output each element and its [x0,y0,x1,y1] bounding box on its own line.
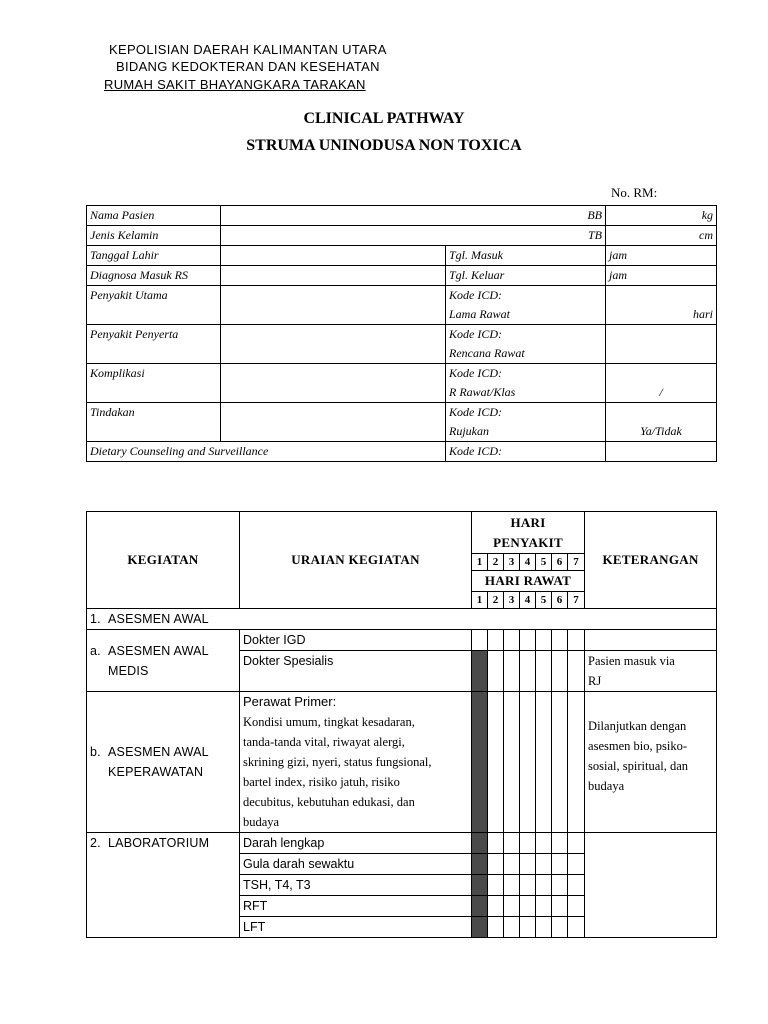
label-rencana-rawat: Rencana Rawat [446,344,606,364]
day-cell[interactable] [552,833,568,854]
day-cell[interactable] [536,875,552,896]
label-kode-icd-komplikasi: Kode ICD: [446,364,606,384]
hari-rawat-day-6: 6 [552,592,568,609]
day-cell[interactable] [536,917,552,938]
day-cell[interactable] [488,651,504,692]
day-cell[interactable] [552,875,568,896]
col-keterangan: KETERANGAN [585,512,717,609]
keterangan-laboratorium [585,833,717,938]
day-cell[interactable] [552,854,568,875]
unit-cm: cm [606,226,717,246]
day-cell[interactable] [520,917,536,938]
day-cell[interactable] [504,630,520,651]
value-slash: / [606,383,717,403]
day-cell[interactable] [504,651,520,692]
day-cell[interactable] [488,854,504,875]
day-cell[interactable] [488,833,504,854]
unit-kg: kg [606,206,717,226]
value-ya-tidak: Ya/Tidak [606,422,717,442]
day-cell[interactable] [536,896,552,917]
label-jenis-kelamin: Jenis Kelamin [87,226,221,246]
uraian-lab-gula-darah: Gula darah sewaktu [240,854,472,875]
uraian-dokter-igd: Dokter IGD [240,630,472,651]
no-rm-label: No. RM: [611,185,658,200]
day-cell[interactable] [488,692,504,833]
hari-penyakit-day-3: 3 [504,554,520,571]
unit-jam-keluar: jam [606,266,717,286]
day-cell[interactable] [472,651,488,692]
item-asesmen-awal-medis: a. ASESMEN AWAL MEDIS [87,630,240,692]
label-rujukan: Rujukan [446,422,606,442]
header-line-1: KEPOLISIAN DAERAH KALIMANTAN UTARA [109,42,387,57]
day-cell[interactable] [472,896,488,917]
day-cell[interactable] [552,896,568,917]
day-cell[interactable] [504,833,520,854]
day-cell[interactable] [520,833,536,854]
label-bb: BB [221,206,606,226]
hari-penyakit-day-7: 7 [568,554,585,571]
day-cell[interactable] [568,692,585,833]
label-dietary: Dietary Counseling and Surveillance [87,442,446,462]
value-penyakit-utama [221,286,446,325]
uraian-perawat-primer: Perawat Primer: Kondisi umum, tingkat kesadaran, tanda-tanda vital, riwayat alergi, skrining gizi, nyeri, status fungsional, bartel index, risiko jatuh, risiko decubitus, kebutuhan edukasi, dan budaya [240,692,472,833]
col-hari-penyakit: HARI PENYAKIT [472,512,585,554]
day-cell[interactable] [552,692,568,833]
hari-rawat-day-7: 7 [568,592,585,609]
day-cell[interactable] [504,875,520,896]
document-subtitle: STRUMA UNINODUSA NON TOXICA [246,137,522,154]
uraian-lab-lft: LFT [240,917,472,938]
uraian-lab-darah-lengkap: Darah lengkap [240,833,472,854]
day-cell[interactable] [536,854,552,875]
label-tgl-keluar: Tgl. Keluar [446,266,606,286]
day-cell[interactable] [504,692,520,833]
hari-penyakit-day-4: 4 [520,554,536,571]
label-diagnosa-masuk: Diagnosa Masuk RS [87,266,221,286]
hari-penyakit-day-2: 2 [488,554,504,571]
day-cell[interactable] [472,875,488,896]
day-cell[interactable] [536,651,552,692]
day-cell[interactable] [504,854,520,875]
uraian-lab-rft: RFT [240,896,472,917]
day-cell[interactable] [488,630,504,651]
day-cell[interactable] [568,917,585,938]
label-penyakit-utama: Penyakit Utama [87,286,221,325]
label-r-rawat-klas: R Rawat/Klas [446,383,606,403]
day-cell[interactable] [568,896,585,917]
keterangan-dokter-igd [585,630,717,651]
header-line-3: RUMAH SAKIT BHAYANGKARA TARAKAN [104,77,366,92]
col-hari-rawat: HARI RAWAT [472,571,585,592]
day-cell[interactable] [472,917,488,938]
day-cell[interactable] [552,630,568,651]
day-cell[interactable] [536,630,552,651]
day-cell[interactable] [488,875,504,896]
header-line-2: BIDANG KEDOKTERAN DAN KESEHATAN [116,59,380,74]
patient-info-table [86,205,717,462]
day-cell[interactable] [568,651,585,692]
col-kegiatan: KEGIATAN [87,512,240,609]
day-cell[interactable] [552,917,568,938]
keterangan-dokter-spesialis: Pasien masuk via RJ [585,651,717,692]
day-cell[interactable] [568,875,585,896]
label-tb: TB [221,226,606,246]
day-cell[interactable] [472,854,488,875]
item-asesmen-awal-keperawatan: b. ASESMEN AWAL KEPERAWATAN [87,692,240,833]
keterangan-perawat: Dilanjutkan dengan asesmen bio, psiko- sosial, spiritual, dan budaya [585,692,717,833]
label-tanggal-lahir: Tanggal Lahir [87,246,221,266]
day-cell[interactable] [520,630,536,651]
label-kode-icd-penyerta: Kode ICD: [446,325,606,345]
day-cell[interactable] [520,896,536,917]
section-laboratorium: 2. LABORATORIUM [87,833,240,938]
pathway-table [86,511,717,938]
value-diagnosa-masuk [221,266,446,286]
hari-rawat-day-3: 3 [504,592,520,609]
day-cell[interactable] [504,896,520,917]
label-kode-icd-dietary: Kode ICD: [446,442,606,462]
hari-rawat-day-1: 1 [472,592,488,609]
uraian-lab-tsh: TSH, T4, T3 [240,875,472,896]
hari-penyakit-day-6: 6 [552,554,568,571]
hari-rawat-day-4: 4 [520,592,536,609]
day-cell[interactable] [504,917,520,938]
label-lama-rawat: Lama Rawat [446,305,606,325]
day-cell[interactable] [568,630,585,651]
hari-penyakit-day-5: 5 [536,554,552,571]
day-cell[interactable] [472,833,488,854]
hari-rawat-day-5: 5 [536,592,552,609]
day-cell[interactable] [520,692,536,833]
label-nama-pasien: Nama Pasien [87,206,221,226]
section-asesmen-awal: 1. ASESMEN AWAL [87,609,717,630]
day-cell[interactable] [536,833,552,854]
day-cell[interactable] [472,630,488,651]
label-komplikasi: Komplikasi [87,364,221,403]
label-tindakan: Tindakan [87,403,221,442]
unit-hari: hari [606,305,717,325]
hari-penyakit-day-1: 1 [472,554,488,571]
document-title: CLINICAL PATHWAY [303,110,465,127]
label-tgl-masuk: Tgl. Masuk [446,246,606,266]
value-tanggal-lahir [221,246,446,266]
hari-rawat-day-2: 2 [488,592,504,609]
day-cell[interactable] [520,875,536,896]
unit-jam-masuk: jam [606,246,717,266]
label-kode-icd-utama: Kode ICD: [446,286,606,306]
day-cell[interactable] [552,651,568,692]
day-cell[interactable] [568,833,585,854]
uraian-dokter-spesialis: Dokter Spesialis [240,651,472,692]
day-cell[interactable] [536,692,552,833]
day-cell[interactable] [568,854,585,875]
label-kode-icd-tindakan: Kode ICD: [446,403,606,423]
col-uraian-kegiatan: URAIAN KEGIATAN [240,512,472,609]
day-cell[interactable] [488,917,504,938]
label-penyakit-penyerta: Penyakit Penyerta [87,325,221,364]
day-cell[interactable] [472,692,488,833]
day-cell[interactable] [520,854,536,875]
day-cell[interactable] [520,651,536,692]
day-cell[interactable] [488,896,504,917]
